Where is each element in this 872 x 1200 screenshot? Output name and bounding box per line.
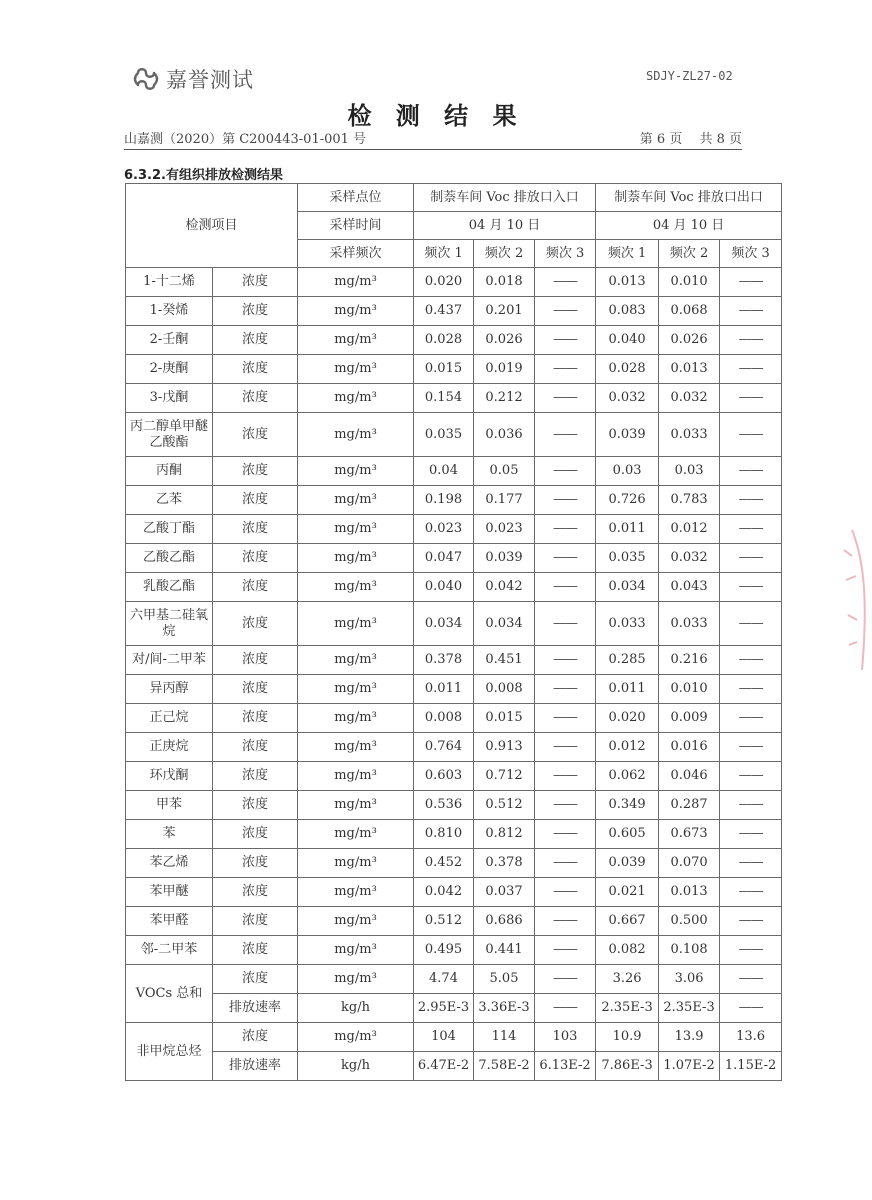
value-cell: 0.605 <box>596 820 659 849</box>
value-cell: —— <box>720 849 782 878</box>
item-param: 浓度 <box>213 907 298 936</box>
item-param: 浓度 <box>213 936 298 965</box>
value-cell: 0.028 <box>414 326 474 355</box>
value-cell: 0.019 <box>474 355 535 384</box>
value-cell: 0.349 <box>596 791 659 820</box>
freq-header: 频次 1 <box>414 240 474 268</box>
item-param: 浓度 <box>213 602 298 646</box>
item-unit: mg/m³ <box>298 704 414 733</box>
value-cell: —— <box>535 544 596 573</box>
value-cell: 0.764 <box>414 733 474 762</box>
value-cell: 0.512 <box>474 791 535 820</box>
value-cell: 0.011 <box>596 675 659 704</box>
value-cell: 0.712 <box>474 762 535 791</box>
item-name: 乙酸乙酯 <box>126 544 213 573</box>
item-unit: mg/m³ <box>298 384 414 413</box>
item-unit: mg/m³ <box>298 646 414 675</box>
value-cell: 0.536 <box>414 791 474 820</box>
table-row <box>126 573 782 602</box>
section-title: 6.3.2.有组织排放检测结果 <box>124 168 283 183</box>
item-param: 浓度 <box>213 646 298 675</box>
table-row <box>126 413 782 457</box>
table-row <box>126 965 782 994</box>
item-param: 浓度 <box>213 733 298 762</box>
value-cell: —— <box>535 646 596 675</box>
table-row <box>126 675 782 704</box>
table-row <box>126 733 782 762</box>
table-row <box>126 907 782 936</box>
value-cell: 0.033 <box>659 413 720 457</box>
value-cell: —— <box>535 602 596 646</box>
value-cell: —— <box>720 762 782 791</box>
point-outlet: 制萘车间 Voc 排放口出口 <box>596 184 782 212</box>
value-cell: —— <box>535 849 596 878</box>
value-cell: 0.108 <box>659 936 720 965</box>
value-cell: 0.212 <box>474 384 535 413</box>
value-cell: 0.013 <box>596 268 659 297</box>
value-cell: —— <box>720 907 782 936</box>
value-cell: 0.673 <box>659 820 720 849</box>
item-param: 浓度 <box>213 384 298 413</box>
item-param: 排放速率 <box>213 1052 298 1081</box>
value-cell: 0.083 <box>596 297 659 326</box>
item-param: 浓度 <box>213 791 298 820</box>
value-cell: 0.046 <box>659 762 720 791</box>
value-cell: 0.018 <box>474 268 535 297</box>
logo-text: 嘉誉测试 <box>166 68 254 92</box>
value-cell: 0.042 <box>474 573 535 602</box>
table-row <box>126 791 782 820</box>
value-cell: 0.082 <box>596 936 659 965</box>
item-unit: mg/m³ <box>298 820 414 849</box>
value-cell: 3.26 <box>596 965 659 994</box>
table-row <box>126 1052 782 1081</box>
value-cell: 0.026 <box>474 326 535 355</box>
item-param: 浓度 <box>213 965 298 994</box>
table-row <box>126 268 782 297</box>
value-cell: 0.154 <box>414 384 474 413</box>
item-unit: mg/m³ <box>298 907 414 936</box>
value-cell: 0.441 <box>474 936 535 965</box>
value-cell: 2.35E-3 <box>659 994 720 1023</box>
table-row <box>126 544 782 573</box>
freq-header: 频次 3 <box>720 240 782 268</box>
item-name: 丙酮 <box>126 457 213 486</box>
value-cell: 0.667 <box>596 907 659 936</box>
value-cell: 0.783 <box>659 486 720 515</box>
value-cell: 0.437 <box>414 297 474 326</box>
value-cell: 0.010 <box>659 675 720 704</box>
report-number-line <box>124 128 742 150</box>
value-cell: —— <box>720 297 782 326</box>
value-cell: —— <box>535 515 596 544</box>
value-cell: 0.035 <box>414 413 474 457</box>
item-unit: mg/m³ <box>298 878 414 907</box>
item-unit: mg/m³ <box>298 733 414 762</box>
item-name: 苯甲醚 <box>126 878 213 907</box>
item-name: 乳酸乙酯 <box>126 573 213 602</box>
value-cell: 0.034 <box>474 602 535 646</box>
item-unit: mg/m³ <box>298 573 414 602</box>
item-param: 浓度 <box>213 704 298 733</box>
table-row <box>126 355 782 384</box>
item-name: 环戊酮 <box>126 762 213 791</box>
value-cell: 0.287 <box>659 791 720 820</box>
item-unit: kg/h <box>298 1052 414 1081</box>
item-name: 邻-二甲苯 <box>126 936 213 965</box>
value-cell: 104 <box>414 1023 474 1052</box>
value-cell: 0.032 <box>659 384 720 413</box>
item-name: 对/间-二甲苯 <box>126 646 213 675</box>
item-param: 浓度 <box>213 457 298 486</box>
item-param: 浓度 <box>213 573 298 602</box>
value-cell: 13.6 <box>720 1023 782 1052</box>
value-cell: 0.039 <box>596 849 659 878</box>
item-param: 浓度 <box>213 675 298 704</box>
value-cell: —— <box>720 486 782 515</box>
item-unit: mg/m³ <box>298 965 414 994</box>
value-cell: 1.07E-2 <box>659 1052 720 1081</box>
item-unit: mg/m³ <box>298 602 414 646</box>
value-cell: —— <box>720 791 782 820</box>
value-cell: —— <box>720 965 782 994</box>
value-cell: 0.201 <box>474 297 535 326</box>
table-row <box>126 878 782 907</box>
value-cell: 3.36E-3 <box>474 994 535 1023</box>
report-number: 山嘉测（2020）第 C200443-01-001 号 <box>124 132 367 147</box>
value-cell: —— <box>720 878 782 907</box>
value-cell: 0.686 <box>474 907 535 936</box>
value-cell: —— <box>535 675 596 704</box>
value-cell: —— <box>535 907 596 936</box>
value-cell: 0.012 <box>596 733 659 762</box>
value-cell: —— <box>720 602 782 646</box>
value-cell: 0.378 <box>474 849 535 878</box>
value-cell: 0.040 <box>596 326 659 355</box>
value-cell: —— <box>535 733 596 762</box>
item-unit: kg/h <box>298 994 414 1023</box>
item-name: 1-癸烯 <box>126 297 213 326</box>
value-cell: 1.15E-2 <box>720 1052 782 1081</box>
value-cell: 0.035 <box>596 544 659 573</box>
value-cell: —— <box>720 936 782 965</box>
value-cell: 0.452 <box>414 849 474 878</box>
value-cell: —— <box>535 762 596 791</box>
item-unit: mg/m³ <box>298 268 414 297</box>
value-cell: 103 <box>535 1023 596 1052</box>
value-cell: —— <box>720 733 782 762</box>
item-header: 检测项目 <box>126 184 298 268</box>
table-row <box>126 457 782 486</box>
value-cell: 0.378 <box>414 646 474 675</box>
table-row <box>126 515 782 544</box>
item-param: 浓度 <box>213 326 298 355</box>
value-cell: —— <box>720 515 782 544</box>
value-cell: 0.05 <box>474 457 535 486</box>
value-cell: 0.285 <box>596 646 659 675</box>
table-row <box>126 849 782 878</box>
item-name: 乙苯 <box>126 486 213 515</box>
item-unit: mg/m³ <box>298 326 414 355</box>
sampling-time-label: 采样时间 <box>298 212 414 240</box>
table-row <box>126 384 782 413</box>
page-title: 检 测 结 果 <box>347 101 525 130</box>
table-row <box>126 994 782 1023</box>
value-cell: —— <box>535 297 596 326</box>
table-row <box>126 936 782 965</box>
value-cell: 0.034 <box>596 573 659 602</box>
value-cell: 0.070 <box>659 849 720 878</box>
value-cell: —— <box>720 544 782 573</box>
value-cell: 0.009 <box>659 704 720 733</box>
table-row <box>126 646 782 675</box>
value-cell: —— <box>720 646 782 675</box>
item-name: 甲苯 <box>126 791 213 820</box>
item-param: 浓度 <box>213 849 298 878</box>
page-info: 第 6 页 共 8 页 <box>639 132 742 147</box>
value-cell: 114 <box>474 1023 535 1052</box>
table-row <box>126 486 782 515</box>
value-cell: 0.037 <box>474 878 535 907</box>
item-unit: mg/m³ <box>298 675 414 704</box>
value-cell: 0.013 <box>659 878 720 907</box>
company-logo <box>132 64 254 94</box>
value-cell: 0.026 <box>659 326 720 355</box>
item-param: 浓度 <box>213 486 298 515</box>
value-cell: 7.58E-2 <box>474 1052 535 1081</box>
value-cell: 0.023 <box>414 515 474 544</box>
value-cell: 0.913 <box>474 733 535 762</box>
logo-knot-icon <box>132 65 160 93</box>
value-cell: —— <box>535 268 596 297</box>
value-cell: 0.216 <box>659 646 720 675</box>
value-cell: —— <box>720 994 782 1023</box>
value-cell: 0.010 <box>659 268 720 297</box>
item-param: 浓度 <box>213 515 298 544</box>
freq-header: 频次 2 <box>474 240 535 268</box>
item-unit: mg/m³ <box>298 486 414 515</box>
item-param: 浓度 <box>213 762 298 791</box>
table-row <box>126 704 782 733</box>
item-name: 苯乙烯 <box>126 849 213 878</box>
value-cell: 0.012 <box>659 515 720 544</box>
item-param: 浓度 <box>213 268 298 297</box>
value-cell: 0.451 <box>474 646 535 675</box>
item-name: 苯甲醛 <box>126 907 213 936</box>
item-name: 正庚烷 <box>126 733 213 762</box>
value-cell: 0.034 <box>414 602 474 646</box>
item-name: 乙酸丁酯 <box>126 515 213 544</box>
freq-header: 频次 2 <box>659 240 720 268</box>
results-table <box>125 183 782 1081</box>
value-cell: 0.043 <box>659 573 720 602</box>
value-cell: —— <box>535 936 596 965</box>
value-cell: 0.015 <box>474 704 535 733</box>
item-param: 浓度 <box>213 355 298 384</box>
value-cell: 0.033 <box>659 602 720 646</box>
value-cell: —— <box>535 413 596 457</box>
item-name: 苯 <box>126 820 213 849</box>
value-cell: —— <box>535 486 596 515</box>
value-cell: 0.039 <box>596 413 659 457</box>
freq-header: 频次 3 <box>535 240 596 268</box>
value-cell: 0.068 <box>659 297 720 326</box>
value-cell: —— <box>535 994 596 1023</box>
table-row <box>126 602 782 646</box>
value-cell: —— <box>535 878 596 907</box>
value-cell: —— <box>535 457 596 486</box>
table-row <box>126 297 782 326</box>
item-name: 1-十二烯 <box>126 268 213 297</box>
item-name: 六甲基二硅氧烷 <box>126 602 213 646</box>
value-cell: 0.03 <box>596 457 659 486</box>
value-cell: —— <box>535 704 596 733</box>
item-unit: mg/m³ <box>298 515 414 544</box>
item-unit: mg/m³ <box>298 297 414 326</box>
value-cell: 10.9 <box>596 1023 659 1052</box>
value-cell: 2.95E-3 <box>414 994 474 1023</box>
value-cell: 0.013 <box>659 355 720 384</box>
value-cell: —— <box>720 355 782 384</box>
value-cell: 0.512 <box>414 907 474 936</box>
value-cell: 0.812 <box>474 820 535 849</box>
value-cell: 0.810 <box>414 820 474 849</box>
table-row <box>126 762 782 791</box>
value-cell: —— <box>720 384 782 413</box>
value-cell: 0.011 <box>414 675 474 704</box>
value-cell: 0.03 <box>659 457 720 486</box>
value-cell: 0.495 <box>414 936 474 965</box>
value-cell: 0.040 <box>414 573 474 602</box>
document-code: SDJY-ZL27-02 <box>646 69 733 83</box>
table-row <box>126 1023 782 1052</box>
value-cell: 6.47E-2 <box>414 1052 474 1081</box>
item-unit: mg/m³ <box>298 762 414 791</box>
item-param: 浓度 <box>213 1023 298 1052</box>
value-cell: —— <box>535 573 596 602</box>
value-cell: —— <box>720 326 782 355</box>
value-cell: 0.032 <box>659 544 720 573</box>
table-row <box>126 326 782 355</box>
value-cell: —— <box>720 704 782 733</box>
value-cell: —— <box>720 457 782 486</box>
value-cell: —— <box>720 820 782 849</box>
value-cell: 0.603 <box>414 762 474 791</box>
value-cell: 0.042 <box>414 878 474 907</box>
date-inlet: 04 月 10 日 <box>414 212 596 240</box>
item-name: 正己烷 <box>126 704 213 733</box>
value-cell: 0.028 <box>596 355 659 384</box>
results-table-body <box>126 184 782 1081</box>
value-cell: —— <box>720 573 782 602</box>
value-cell: 0.062 <box>596 762 659 791</box>
item-name: 异丙醇 <box>126 675 213 704</box>
item-param: 浓度 <box>213 413 298 457</box>
value-cell: 7.86E-3 <box>596 1052 659 1081</box>
value-cell: 0.015 <box>414 355 474 384</box>
value-cell: 4.74 <box>414 965 474 994</box>
group-name: VOCs 总和 <box>126 965 213 1023</box>
group-name: 非甲烷总烃 <box>126 1023 213 1081</box>
value-cell: 6.13E-2 <box>535 1052 596 1081</box>
value-cell: —— <box>720 268 782 297</box>
item-unit: mg/m³ <box>298 413 414 457</box>
value-cell: 0.020 <box>596 704 659 733</box>
item-param: 排放速率 <box>213 994 298 1023</box>
item-unit: mg/m³ <box>298 936 414 965</box>
item-unit: mg/m³ <box>298 355 414 384</box>
value-cell: 0.008 <box>474 675 535 704</box>
value-cell: —— <box>535 384 596 413</box>
item-name: 丙二醇单甲醚乙酸酯 <box>126 413 213 457</box>
value-cell: —— <box>535 965 596 994</box>
item-name: 2-庚酮 <box>126 355 213 384</box>
value-cell: 13.9 <box>659 1023 720 1052</box>
value-cell: 0.032 <box>596 384 659 413</box>
item-unit: mg/m³ <box>298 1023 414 1052</box>
value-cell: 0.177 <box>474 486 535 515</box>
value-cell: 0.036 <box>474 413 535 457</box>
value-cell: 0.011 <box>596 515 659 544</box>
value-cell: 0.033 <box>596 602 659 646</box>
item-unit: mg/m³ <box>298 544 414 573</box>
value-cell: —— <box>535 355 596 384</box>
sampling-point-label: 采样点位 <box>298 184 414 212</box>
sampling-freq-label: 采样频次 <box>298 240 414 268</box>
value-cell: 0.047 <box>414 544 474 573</box>
value-cell: 2.35E-3 <box>596 994 659 1023</box>
value-cell: —— <box>535 326 596 355</box>
item-param: 浓度 <box>213 820 298 849</box>
value-cell: 0.023 <box>474 515 535 544</box>
red-seal-stamp-icon <box>834 520 872 680</box>
item-param: 浓度 <box>213 878 298 907</box>
value-cell: 0.500 <box>659 907 720 936</box>
value-cell: 0.021 <box>596 878 659 907</box>
item-unit: mg/m³ <box>298 791 414 820</box>
item-unit: mg/m³ <box>298 849 414 878</box>
value-cell: 0.04 <box>414 457 474 486</box>
value-cell: —— <box>720 413 782 457</box>
value-cell: 0.020 <box>414 268 474 297</box>
point-inlet: 制萘车间 Voc 排放口入口 <box>414 184 596 212</box>
value-cell: 0.726 <box>596 486 659 515</box>
item-name: 3-戊酮 <box>126 384 213 413</box>
date-outlet: 04 月 10 日 <box>596 212 782 240</box>
value-cell: 5.05 <box>474 965 535 994</box>
table-row <box>126 820 782 849</box>
item-param: 浓度 <box>213 544 298 573</box>
item-unit: mg/m³ <box>298 457 414 486</box>
item-param: 浓度 <box>213 297 298 326</box>
value-cell: 3.06 <box>659 965 720 994</box>
header-row-point <box>126 184 782 212</box>
value-cell: —— <box>720 675 782 704</box>
value-cell: 0.198 <box>414 486 474 515</box>
value-cell: —— <box>535 820 596 849</box>
value-cell: 0.016 <box>659 733 720 762</box>
item-name: 2-壬酮 <box>126 326 213 355</box>
freq-header: 频次 1 <box>596 240 659 268</box>
value-cell: —— <box>535 791 596 820</box>
value-cell: 0.008 <box>414 704 474 733</box>
value-cell: 0.039 <box>474 544 535 573</box>
